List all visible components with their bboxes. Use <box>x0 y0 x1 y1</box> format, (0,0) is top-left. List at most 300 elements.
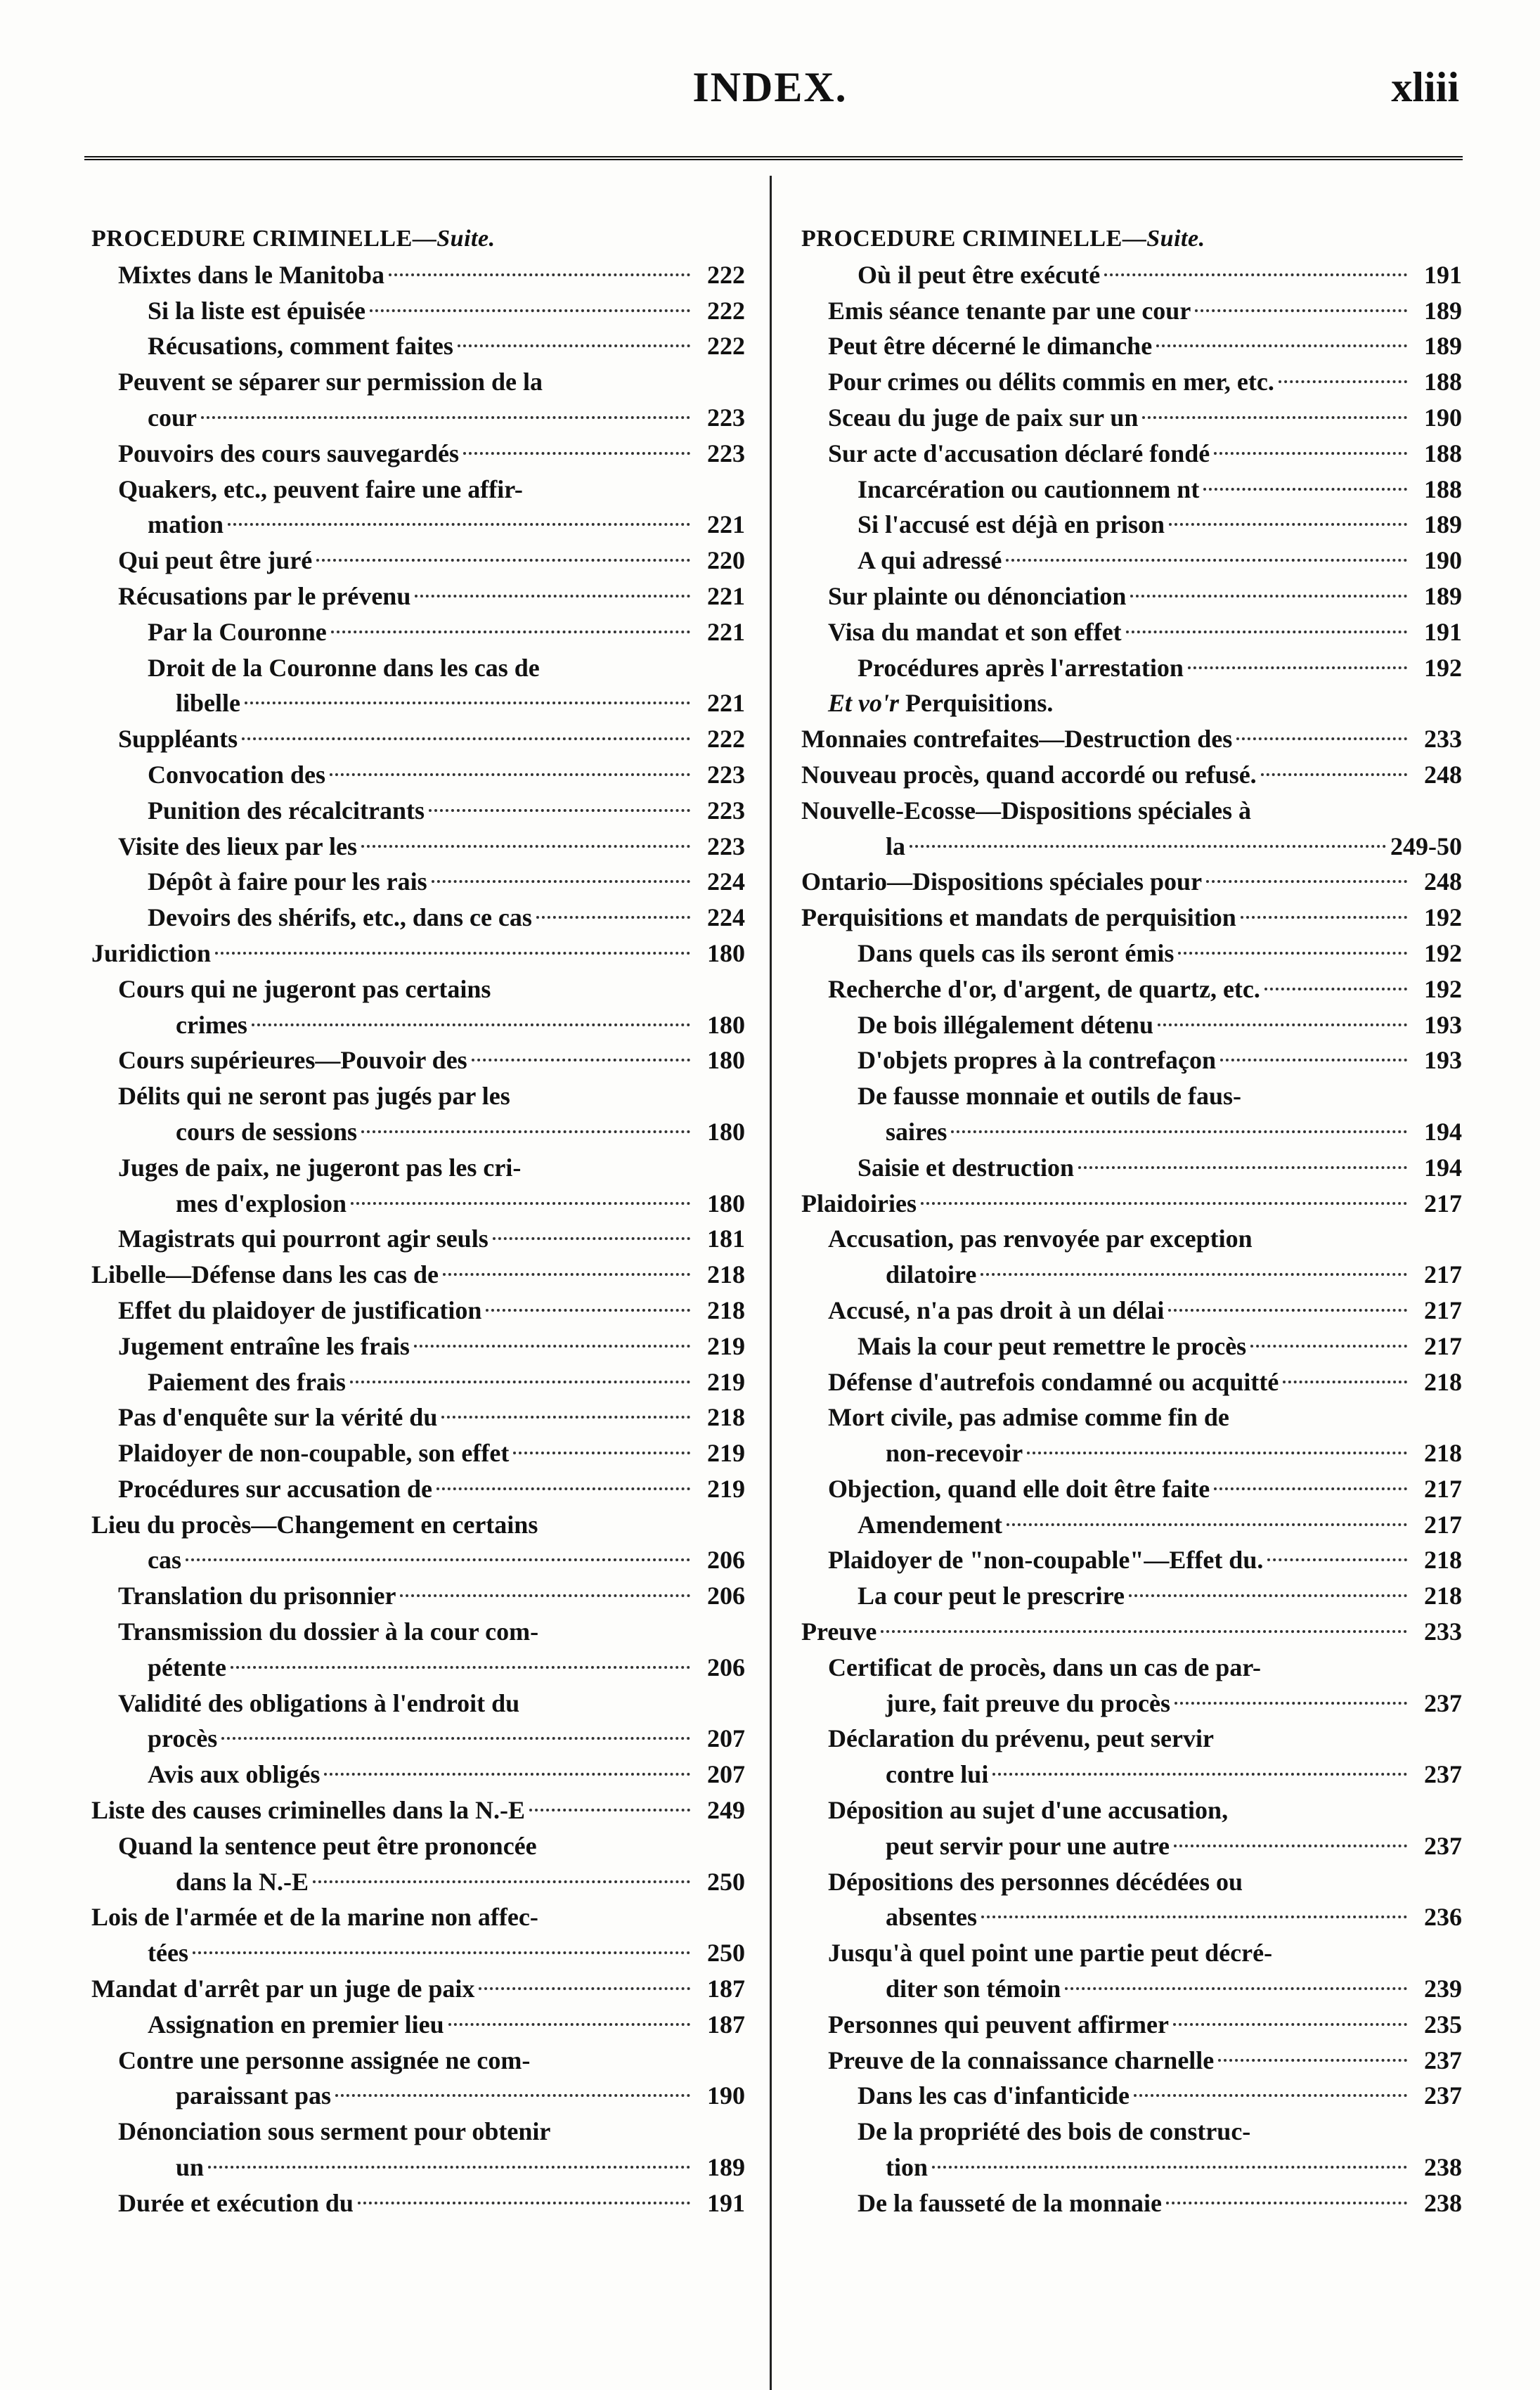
entry-text: Pas d'enquête sur la vérité du <box>118 1403 438 1432</box>
entry-text: mes d'explosion <box>176 1189 347 1217</box>
index-entry <box>91 1042 745 1078</box>
index-entry-line: Lieu du procès—Changement en certains <box>91 1510 538 1539</box>
index-entry <box>91 543 745 579</box>
dot-leader <box>415 595 690 598</box>
index-entry <box>91 1542 745 1578</box>
dot-leader <box>350 1381 690 1383</box>
index-entry-line: Peuvent se séparer sur permission de la <box>118 368 543 396</box>
index-entry-line: Mort civile, pas admise comme fin de <box>828 1403 1229 1432</box>
index-entry <box>801 757 1462 793</box>
entry-text: cas <box>148 1546 181 1575</box>
index-entry <box>91 829 745 865</box>
index-entry <box>801 2043 1462 2079</box>
entry-text: Qui peut être juré <box>118 546 313 575</box>
page-ref: 250 <box>707 1939 745 1968</box>
entry-text: Par la Couronne <box>148 617 327 646</box>
entry-text: jure, fait preuve du procès <box>886 1688 1170 1717</box>
page-ref: 180 <box>707 1189 745 1217</box>
page-ref: 181 <box>707 1225 745 1253</box>
index-entry <box>91 579 745 614</box>
left-column <box>91 221 745 2221</box>
dot-leader <box>1027 1452 1407 1454</box>
entry-text: Monnaies contrefaites—Destruction des <box>801 725 1233 754</box>
index-entry-line: Accusation, pas renvoyée par exception <box>828 1225 1253 1253</box>
dot-leader <box>389 273 690 276</box>
index-entry <box>801 1578 1462 1614</box>
index-entry <box>91 1792 745 1828</box>
entry-text: Juridiction <box>91 938 212 967</box>
dot-leader <box>1264 988 1407 990</box>
dot-leader <box>443 1273 690 1276</box>
dot-leader <box>479 1987 690 1990</box>
index-entry <box>91 1114 745 1150</box>
index-entry <box>801 2150 1462 2185</box>
entry-text: dans la N.-E <box>176 1867 309 1896</box>
entry-text: tées <box>148 1939 188 1968</box>
page-ref: 191 <box>707 2188 745 2217</box>
dot-leader <box>1156 344 1407 347</box>
index-entry <box>91 1293 745 1329</box>
entry-text: Convocation des <box>148 760 326 789</box>
entry-text: procès <box>148 1724 218 1753</box>
index-entry <box>91 1186 745 1222</box>
page-ref: 192 <box>1424 974 1462 1003</box>
index-entry <box>91 2078 745 2114</box>
page-ref: 249 <box>707 1796 745 1825</box>
dot-leader <box>493 1237 690 1240</box>
entry-text: cours de sessions <box>176 1117 358 1146</box>
index-entry-line: Lois de l'armée et de la marine non affec- <box>91 1903 538 1932</box>
dot-leader <box>458 344 690 347</box>
page-ref: 180 <box>707 1010 745 1039</box>
entry-text: Preuve <box>801 1617 877 1646</box>
index-entry-line: Certificat de procès, dans un cas de par- <box>828 1653 1261 1681</box>
index-entry <box>91 1471 745 1507</box>
index-entry <box>91 1007 745 1043</box>
see-also-label: Et vo'r <box>828 689 900 718</box>
entry-text: Emis séance tenante par une cour <box>828 296 1191 325</box>
dot-leader <box>432 880 690 883</box>
dot-leader <box>1220 1059 1407 1061</box>
page-ref: 206 <box>707 1653 745 1681</box>
page-ref: 238 <box>1424 2188 1462 2217</box>
heading-suffix: Suite. <box>1146 226 1205 252</box>
dot-leader <box>1158 1023 1407 1026</box>
page-number: xliii <box>1391 64 1459 110</box>
entry-text: Dans les cas d'infanticide <box>858 2081 1130 2110</box>
dot-leader <box>981 1916 1407 1918</box>
dot-leader <box>324 1773 690 1776</box>
index-entry <box>91 1864 745 1900</box>
page-ref: 217 <box>1424 1510 1462 1539</box>
page-ref: 217 <box>1424 1189 1462 1217</box>
column-heading <box>801 221 1462 257</box>
page-ref: 222 <box>707 332 745 361</box>
dot-leader <box>313 1880 690 1883</box>
index-entry <box>801 507 1462 543</box>
index-entry <box>91 793 745 829</box>
dot-leader <box>981 1273 1407 1276</box>
page-ref: 221 <box>707 617 745 646</box>
index-entry <box>801 1114 1462 1150</box>
page-ref: 190 <box>1424 403 1462 432</box>
index-entry <box>801 2078 1462 2114</box>
index-entry <box>801 1686 1462 1722</box>
dot-leader <box>1166 2202 1407 2204</box>
dot-leader <box>1250 1345 1407 1348</box>
index-entry <box>801 1899 1462 1935</box>
page-ref: 219 <box>707 1474 745 1503</box>
entry-text: Sceau du juge de paix sur un <box>828 403 1139 432</box>
dot-leader <box>330 773 690 776</box>
dot-leader <box>1214 452 1407 455</box>
entry-text: Personnes qui peuvent affirmer <box>828 2010 1169 2039</box>
page-ref: 219 <box>707 1439 745 1468</box>
entry-text: Libelle—Défense dans les cas de <box>91 1260 439 1289</box>
entry-text: Amendement <box>858 1510 1002 1539</box>
dot-leader <box>1173 2023 1407 2026</box>
dot-leader <box>1130 595 1407 598</box>
page-ref: 250 <box>707 1867 745 1896</box>
entry-text: Nouveau procès, quand accordé ou refusé. <box>801 760 1257 789</box>
entry-text: paraissant pas <box>176 2081 332 2110</box>
index-entry <box>801 1471 1462 1507</box>
index-entry <box>91 1578 745 1614</box>
page-ref: 236 <box>1424 1903 1462 1932</box>
index-entry <box>801 1007 1462 1043</box>
index-entry <box>91 436 745 472</box>
page-ref: 187 <box>707 1975 745 2003</box>
dot-leader <box>1134 2094 1407 2097</box>
dot-leader <box>245 702 690 704</box>
page-ref: 238 <box>1424 2153 1462 2182</box>
dot-leader <box>1218 2059 1407 2062</box>
dot-leader <box>316 559 690 562</box>
index-entry <box>801 364 1462 400</box>
page-ref: 218 <box>1424 1439 1462 1468</box>
page-ref: 217 <box>1424 1331 1462 1360</box>
entry-text: mation <box>148 510 224 539</box>
dot-leader <box>1206 880 1407 883</box>
dot-leader <box>529 1809 690 1811</box>
page-ref: 248 <box>1424 867 1462 896</box>
index-entry <box>91 257 745 293</box>
index-entry <box>91 1757 745 1792</box>
dot-leader <box>921 1202 1407 1205</box>
index-entry <box>801 1971 1462 2007</box>
dot-leader <box>1178 952 1407 955</box>
dot-leader <box>208 2166 690 2169</box>
dot-leader <box>1065 1987 1407 1990</box>
index-entry-line: Nouvelle-Ecosse—Dispositions spéciales à <box>801 796 1252 825</box>
entry-text: Magistrats qui pourront agir seuls <box>118 1225 488 1253</box>
index-entry <box>91 1364 745 1400</box>
page-ref: 249-50 <box>1390 832 1462 860</box>
page-ref: 233 <box>1424 1617 1462 1646</box>
dot-leader <box>193 1951 690 1954</box>
page-ref: 180 <box>707 1117 745 1146</box>
index-entry <box>91 757 745 793</box>
page-ref: 193 <box>1424 1046 1462 1075</box>
page-ref: 218 <box>707 1403 745 1432</box>
index-entry-line: Droit de la Couronne dans les cas de <box>148 653 540 682</box>
dot-leader <box>252 1023 690 1026</box>
page-ref: 224 <box>707 867 745 896</box>
entry-text: Avis aux obligés <box>148 1760 321 1789</box>
page-ref: 218 <box>1424 1582 1462 1610</box>
index-entry <box>91 1435 745 1471</box>
see-also-target: Perquisitions. <box>899 689 1054 718</box>
page-ref: 206 <box>707 1582 745 1610</box>
dot-leader <box>331 631 690 633</box>
index-entry <box>801 721 1462 757</box>
entry-text: la <box>886 832 906 860</box>
entry-text: Punition des récalcitrants <box>148 796 425 825</box>
entry-text: libelle <box>176 689 240 718</box>
dot-leader <box>1142 416 1407 419</box>
page-ref: 206 <box>707 1546 745 1575</box>
entry-text: peut servir pour une autre <box>886 1831 1170 1860</box>
header-rule <box>84 156 1463 164</box>
index-entry <box>801 472 1462 508</box>
index-entry <box>91 2007 745 2043</box>
entry-text: Sur plainte ou dénonciation <box>828 581 1127 610</box>
index-entry <box>801 1150 1462 1186</box>
index-list <box>91 257 745 2221</box>
index-entry-line: Jusqu'à quel point une partie peut décré- <box>828 1939 1273 1968</box>
index-entry <box>801 936 1462 971</box>
dot-leader <box>932 2166 1407 2169</box>
column-divider <box>770 176 772 2390</box>
entry-text: Récusations par le prévenu <box>118 581 411 610</box>
page-ref: 222 <box>707 296 745 325</box>
index-entry <box>91 614 745 650</box>
dot-leader <box>441 1416 690 1419</box>
index-entry <box>801 328 1462 364</box>
dot-leader <box>513 1452 690 1454</box>
index-entry <box>91 2150 745 2185</box>
entry-text: non-recevoir <box>886 1439 1023 1468</box>
entry-text: Suppléants <box>118 725 238 754</box>
page-ref: 218 <box>1424 1546 1462 1575</box>
dot-leader <box>1203 488 1407 491</box>
entry-text: Procédures après l'arrestation <box>858 653 1184 682</box>
dot-leader <box>1241 916 1407 919</box>
entry-text: Visa du mandat et son effet <box>828 617 1122 646</box>
entry-text: La cour peut le prescrire <box>858 1582 1125 1610</box>
index-entry <box>801 650 1462 686</box>
index-entry <box>801 1542 1462 1578</box>
page-ref: 194 <box>1424 1117 1462 1146</box>
page-ref: 180 <box>707 1046 745 1075</box>
index-entry <box>801 293 1462 329</box>
dot-leader <box>910 845 1386 848</box>
page-ref: 218 <box>707 1296 745 1324</box>
entry-text: Liste des causes criminelles dans la N.-E <box>91 1796 525 1825</box>
index-entry <box>801 1507 1462 1543</box>
page-ref: 194 <box>1424 1153 1462 1182</box>
right-column <box>801 221 1462 2221</box>
dot-leader <box>414 1345 690 1348</box>
index-entry-line: Déclaration du prévenu, peut servir <box>828 1724 1214 1753</box>
entry-text: Dans quels cas ils seront émis <box>858 938 1175 967</box>
page-ref: 237 <box>1424 1831 1462 1860</box>
page-ref: 192 <box>1424 653 1462 682</box>
index-entry <box>91 2185 745 2221</box>
index-entry <box>801 2007 1462 2043</box>
index-entry-line: De fausse monnaie et outils de faus- <box>858 1082 1241 1111</box>
dot-leader <box>1078 1166 1407 1169</box>
entry-text: crimes <box>176 1010 247 1039</box>
dot-leader <box>231 1666 690 1669</box>
entry-text: Perquisitions et mandats de perquisition <box>801 903 1236 932</box>
page-ref: 237 <box>1424 1688 1462 1717</box>
dot-leader <box>361 845 690 848</box>
entry-text: Translation du prisonnier <box>118 1582 396 1610</box>
index-entry <box>91 1400 745 1435</box>
page-ref: 219 <box>707 1331 745 1360</box>
heading-text: PROCEDURE CRIMINELLE— <box>801 226 1147 252</box>
index-entry <box>91 936 745 971</box>
index-entry <box>91 1721 745 1757</box>
index-entry <box>91 1257 745 1293</box>
entry-text: Accusé, n'a pas droit à un délai <box>828 1296 1165 1324</box>
dot-leader <box>201 416 690 419</box>
entry-text: Procédures sur accusation de <box>118 1474 432 1503</box>
page-ref: 189 <box>1424 510 1462 539</box>
index-entry <box>801 1042 1462 1078</box>
page-ref: 191 <box>1424 617 1462 646</box>
page-ref: 219 <box>707 1367 745 1396</box>
index-entry <box>801 900 1462 936</box>
dot-leader <box>1175 1702 1407 1705</box>
entry-text: dilatoire <box>886 1260 977 1289</box>
index-entry <box>801 1186 1462 1222</box>
page-ref: 223 <box>707 403 745 432</box>
cross-reference <box>801 685 1462 721</box>
dot-leader <box>335 2094 690 2097</box>
page-ref: 237 <box>1424 2046 1462 2074</box>
index-entry <box>91 328 745 364</box>
entry-text: Durée et exécution du <box>118 2188 354 2217</box>
page-ref: 237 <box>1424 1760 1462 1789</box>
page-ref: 192 <box>1424 938 1462 967</box>
dot-leader <box>1261 773 1407 776</box>
entry-text: Plaidoyer de non-coupable, son effet <box>118 1439 510 1468</box>
dot-leader <box>881 1630 1407 1633</box>
column-heading <box>91 221 745 257</box>
dot-leader <box>1283 1381 1407 1383</box>
page-ref: 193 <box>1424 1010 1462 1039</box>
dot-leader <box>448 2023 690 2026</box>
index-entry <box>801 1757 1462 1792</box>
dot-leader <box>1007 1523 1407 1526</box>
dot-leader <box>429 809 690 812</box>
index-entry-line: Transmission du dossier à la cour com- <box>118 1617 539 1646</box>
entry-text: cour <box>148 403 197 432</box>
heading-suffix: Suite. <box>436 226 496 252</box>
entry-text: Plaidoiries <box>801 1189 917 1217</box>
page-ref: 188 <box>1424 474 1462 503</box>
page-ref: 187 <box>707 2010 745 2039</box>
index-entry <box>91 685 745 721</box>
dot-leader <box>370 309 690 312</box>
page-ref: 207 <box>707 1760 745 1789</box>
page-ref: 223 <box>707 832 745 860</box>
entry-text: De bois illégalement détenu <box>858 1010 1153 1039</box>
entry-text: Peut être décerné le dimanche <box>828 332 1153 361</box>
page-ref: 237 <box>1424 2081 1462 2110</box>
page-header <box>0 63 1540 127</box>
page-ref: 239 <box>1424 1975 1462 2003</box>
page-ref: 191 <box>1424 260 1462 289</box>
entry-text: Récusations, comment faites <box>148 332 453 361</box>
entry-text: contre lui <box>886 1760 989 1789</box>
page-ref: 207 <box>707 1724 745 1753</box>
dot-leader <box>361 1130 690 1133</box>
index-entry <box>91 721 745 757</box>
dot-leader <box>992 1773 1407 1776</box>
entry-text: Ontario—Dispositions spéciales pour <box>801 867 1203 896</box>
index-entry-line: Quand la sentence peut être prononcée <box>118 1831 537 1860</box>
entry-text: A qui adressé <box>858 546 1002 575</box>
index-entry <box>91 1650 745 1686</box>
index-entry <box>91 1935 745 1971</box>
page-ref: 188 <box>1424 368 1462 396</box>
index-entry-line: Quakers, etc., peuvent faire une affir- <box>118 474 523 503</box>
index-entry-line: Dépositions des personnes décédées ou <box>828 1867 1243 1896</box>
page-ref: 189 <box>1424 332 1462 361</box>
page-ref: 221 <box>707 689 745 718</box>
page-ref: 222 <box>707 725 745 754</box>
index-entry <box>801 400 1462 436</box>
entry-text: Cours supérieures—Pouvoir des <box>118 1046 467 1075</box>
dot-leader <box>1188 666 1407 669</box>
entry-text: Si la liste est épuisée <box>148 296 365 325</box>
page-ref: 221 <box>707 510 745 539</box>
dot-leader <box>186 1558 690 1561</box>
index-entry <box>91 864 745 900</box>
dot-leader <box>1279 380 1407 383</box>
dot-leader <box>215 952 690 955</box>
entry-text: Mandat d'arrêt par un juge de paix <box>91 1975 475 2003</box>
entry-text: Mais la cour peut remettre le procès <box>858 1331 1247 1360</box>
dot-leader <box>436 1487 690 1490</box>
page-ref: 218 <box>707 1260 745 1289</box>
dot-leader <box>951 1130 1407 1133</box>
page-ref: 223 <box>707 439 745 467</box>
page-ref: 217 <box>1424 1260 1462 1289</box>
index-entry <box>91 293 745 329</box>
page-ref: 233 <box>1424 725 1462 754</box>
entry-text: Assignation en premier lieu <box>148 2010 444 2039</box>
page-ref: 192 <box>1424 903 1462 932</box>
entry-text: un <box>176 2153 205 2182</box>
index-entry-line: Validité des obligations à l'endroit du <box>118 1688 520 1717</box>
dot-leader <box>351 1202 690 1205</box>
page-ref: 223 <box>707 760 745 789</box>
index-entry-line: Déposition au sujet d'une accusation, <box>828 1796 1229 1825</box>
index-entry <box>801 257 1462 293</box>
entry-text: Effet du plaidoyer de justification <box>118 1296 482 1324</box>
dot-leader <box>463 452 690 455</box>
index-entry-line: Juges de paix, ne jugeront pas les cri- <box>118 1153 522 1182</box>
dot-leader <box>1006 559 1407 562</box>
index-entry <box>801 1614 1462 1650</box>
dot-leader <box>1236 737 1407 740</box>
index-entry <box>801 1257 1462 1293</box>
index-entry-line: Contre une personne assignée ne com- <box>118 2046 531 2074</box>
